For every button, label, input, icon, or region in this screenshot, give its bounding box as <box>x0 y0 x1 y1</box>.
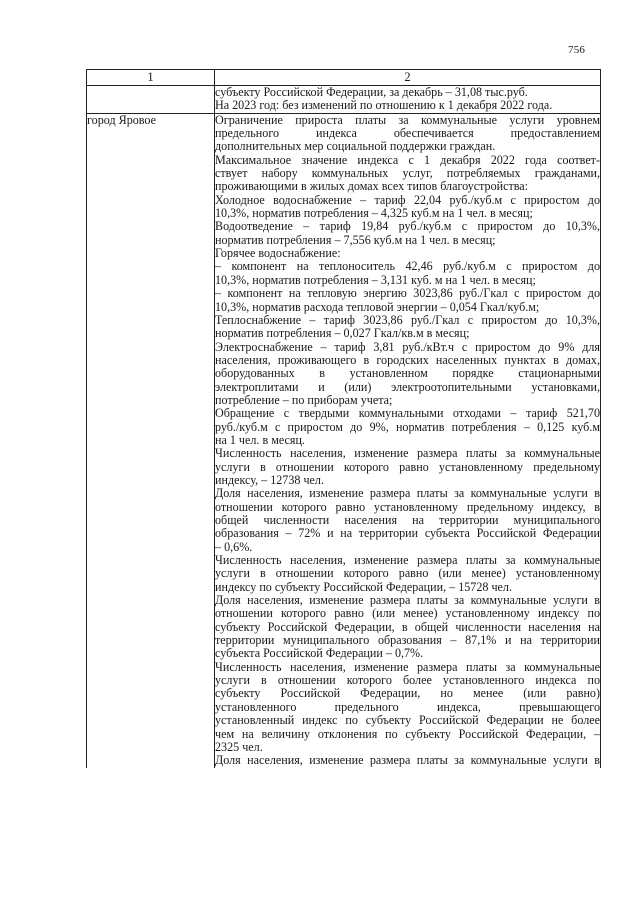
text-line: предельного индекса обеспечивается предоставлением <box>215 127 600 141</box>
text-line: общей численности населения на территории муниципального <box>215 514 600 527</box>
text-line: На 2023 год: без изменений по отношению к 1 декабря 2022 года. <box>215 99 553 113</box>
text-line: территории муниципального образования – 87,1% и на территории <box>215 634 600 648</box>
text-line: индексу, – 12738 чел. <box>215 473 324 487</box>
text-line: на 1 чел. в месяц. <box>215 433 305 447</box>
text-line: Численность населения, изменение размера платы за коммунальные <box>215 660 600 674</box>
text-line: субъекта Российской Федерации – 0,7%. <box>215 647 424 661</box>
text-line: – компонент на тепловую энергию 3023,86 руб./Гкал с приростом до <box>215 287 600 301</box>
text-line: 2325 чел. <box>215 740 263 754</box>
text-line: Обращение с твердыми коммунальными отходами – тариф 521,70 <box>215 407 600 421</box>
text-line: Ограничение прироста платы за коммунальные услуги уровнем <box>215 113 600 127</box>
table-header-row <box>87 70 601 86</box>
text-line: дополнительных мер социальной поддержки граждан. <box>215 140 496 154</box>
text-line: Доля населения, изменение размера платы за коммунальные услуги в <box>215 594 600 608</box>
text-line: Численность населения, изменение размера платы за коммунальные <box>215 554 600 568</box>
text-line: электроплитами и (или) электроотопительными установками, <box>215 380 600 394</box>
text-line: Теплоснабжение – тариф 3023,86 руб./Гкал с приростом до 10,3%, <box>215 313 600 327</box>
text-line: Холодное водоснабжение – тариф 22,04 руб./куб.м с приростом до <box>215 193 600 207</box>
text-line: отношении которого равно (или менее) установленному индексу по <box>215 607 600 621</box>
row2-text-cell <box>215 113 601 767</box>
text-line: норматив потребления – 7,556 куб.м на 1 чел. в месяц; <box>215 233 496 247</box>
text-line: отношении которого равно установленному предельному индексу, в <box>215 500 600 514</box>
row1-column-1 <box>87 86 215 114</box>
city-name-cell: город Яровое <box>87 113 215 767</box>
document-table <box>86 69 601 768</box>
text-line: образования – 72% и на территории субъекта Российской Федерации <box>215 527 600 541</box>
text-line: населения, проживающего в городских населенных пунктах в домах, <box>215 353 600 367</box>
page-number: 756 <box>568 44 586 56</box>
text-line: услуги в отношении которого равно установленному предельному <box>215 460 600 474</box>
text-line: субъекту Российской Федерации, в общей численности населения на <box>215 620 600 634</box>
text-line: 10,3%, норматив потребления – 3,131 куб. м на 1 чел. в месяц; <box>215 273 536 287</box>
text-line: – компонент на теплоноситель 42,46 руб./куб.м с приростом до <box>215 260 600 274</box>
text-line: оборудованных в установленном порядке стационарными <box>215 367 600 381</box>
text-line: Доля населения, изменение размера платы за коммунальные услуги в <box>215 754 600 768</box>
text-line: Горячее водоснабжение: <box>215 247 341 261</box>
text-line: – 0,6%. <box>215 540 253 554</box>
text-line: 10,3%, норматив потребления – 4,325 куб.м на 1 чел. в месяц; <box>215 207 533 221</box>
text-line: Водоотведение – тариф 19,84 руб./куб.м с приростом до 10,3%, <box>215 220 600 234</box>
text-line: субъекту Российской Федерации, но менее (или равно) <box>215 687 600 701</box>
text-line: проживающими в жилых домах всех типов благоустройства: <box>215 180 529 194</box>
text-line: услуги в отношении которого более установленного индекса по <box>215 674 600 688</box>
table-row-yarovoe <box>87 113 601 767</box>
text-line: ствует набору коммунальных услуг, потребляемых гражданами, <box>215 167 600 181</box>
text-line: Численность населения, изменение размера платы за коммунальные <box>215 447 600 461</box>
text-line: индексу по субъекту Российской Федерации, – 15728 чел. <box>215 580 512 594</box>
text-line: Максимальное значение индекса с 1 декабря 2022 года соответ- <box>215 153 600 167</box>
text-line: Электроснабжение – тариф 3,81 руб./кВт.ч с приростом до 9% для <box>215 340 600 354</box>
column-header-2: 2 <box>215 70 601 86</box>
text-line: услуги в отношении которого равно (или менее) установленному <box>215 567 600 581</box>
text-line: потребление – по приборам учета; <box>215 393 393 407</box>
column-header-1: 1 <box>87 70 215 86</box>
text-line: чем на величину отклонения по субъекту Российской Федерации, – <box>215 727 600 741</box>
text-line: руб./куб.м с приростом до 9%, норматив потребления – 0,125 куб.м <box>215 420 600 434</box>
text-line: Доля населения, изменение размера платы за коммунальные услуги в <box>215 487 600 501</box>
text-line: установленный индекс по субъекту Российской Федерации не более <box>215 714 600 728</box>
table-row-continuation <box>87 86 601 114</box>
text-line: норматив потребления – 0,027 Гкал/кв.м в месяц; <box>215 327 470 341</box>
text-line: субъекту Российской Федерации, за декабрь – 31,08 тыс.руб. <box>215 86 528 99</box>
text-line: 10,3%, норматив расхода тепловой энергии – 0,054 Гкал/куб.м; <box>215 300 540 314</box>
text-line: установленного предельного индекса, превышающего <box>215 700 600 714</box>
row1-text-cell <box>215 86 601 114</box>
